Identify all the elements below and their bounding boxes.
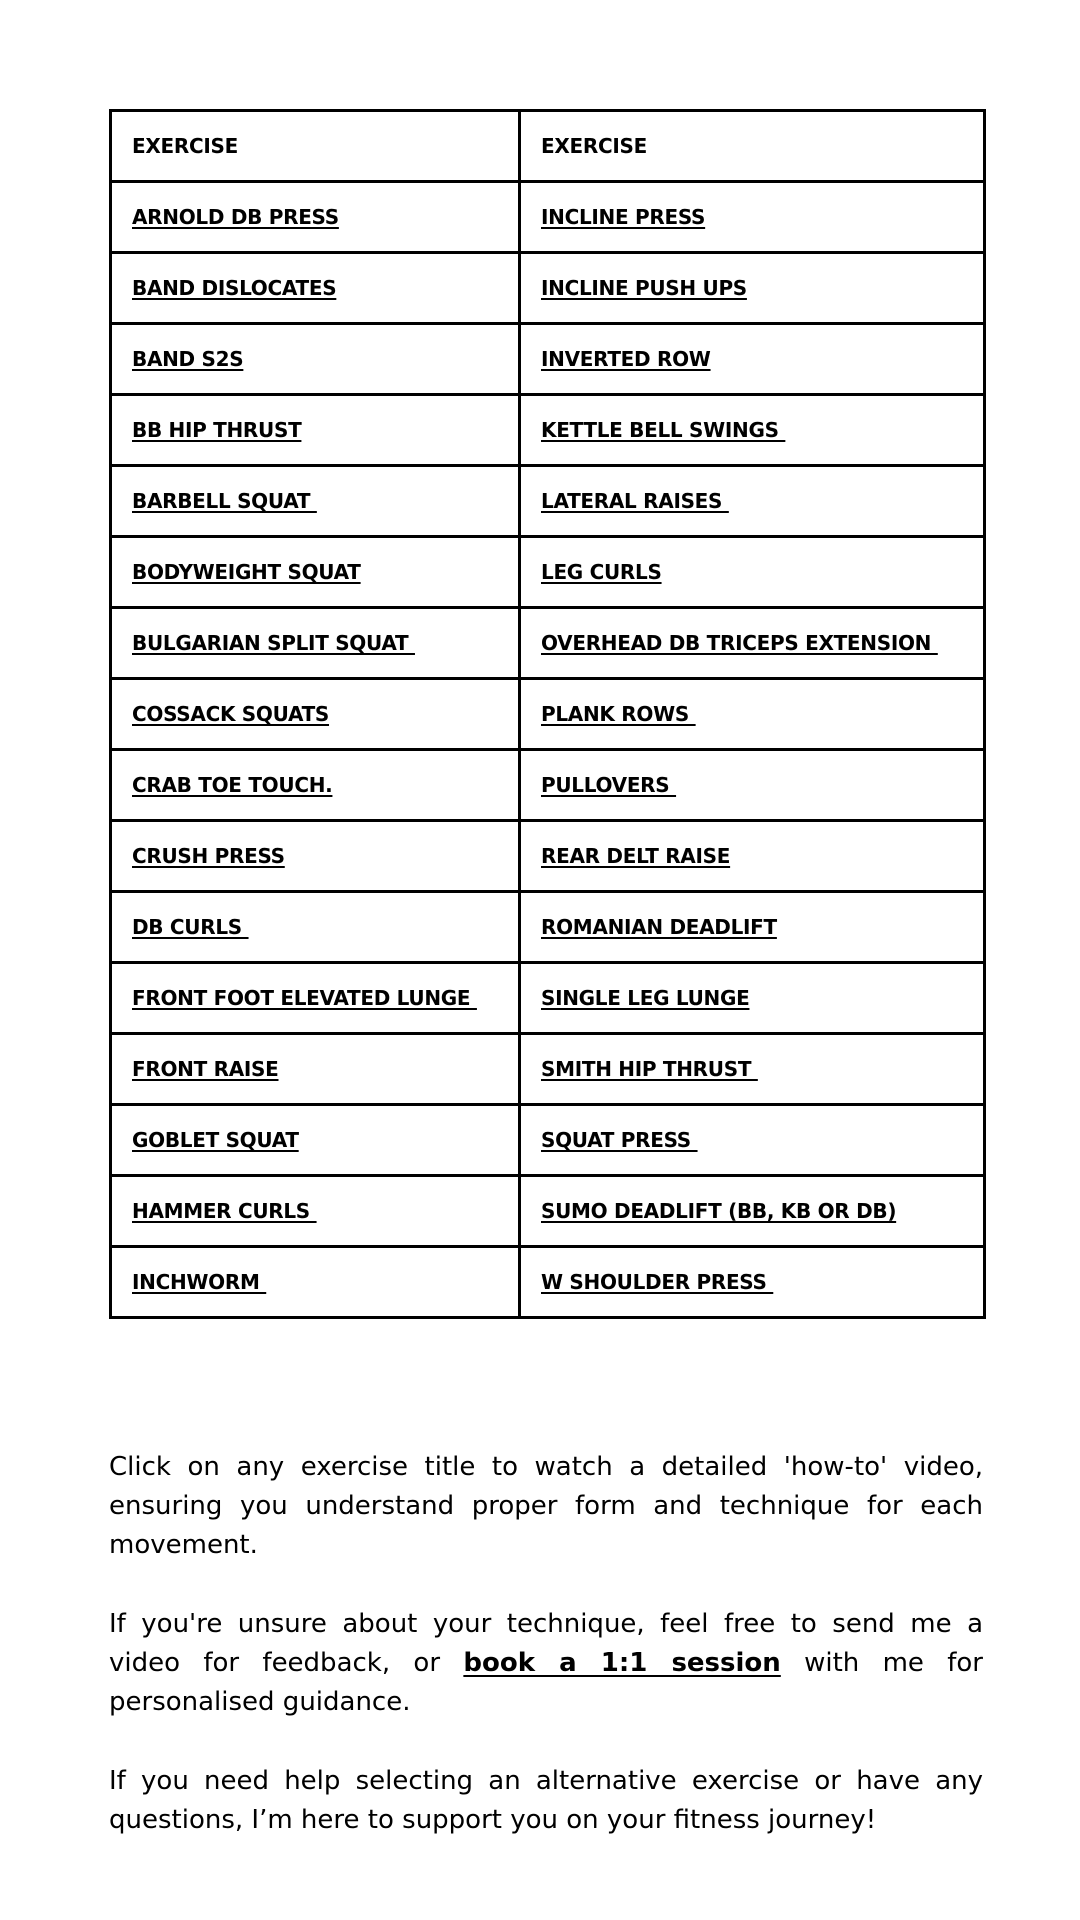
exercise-table (109, 109, 986, 1319)
exercise-link[interactable]: GOBLET SQUAT (132, 1128, 299, 1152)
exercise-link[interactable]: PLANK ROWS (541, 702, 696, 726)
exercise-link[interactable]: BULGARIAN SPLIT SQUAT (132, 631, 415, 655)
feedback-text-start: If you're unsure about your technique, feel free to send me a video for feedback, or (109, 1609, 983, 1678)
table-row (111, 679, 985, 750)
exercise-link[interactable]: KETTLE BELL SWINGS (541, 418, 786, 442)
table-row (111, 537, 985, 608)
exercise-cell-left (111, 1247, 520, 1318)
exercise-link[interactable]: CRAB TOE TOUCH. (132, 773, 333, 797)
exercise-link[interactable]: BARBELL SQUAT (132, 489, 317, 513)
exercise-link[interactable]: INVERTED ROW (541, 347, 711, 371)
exercise-link[interactable]: INCLINE PUSH UPS (541, 276, 747, 300)
exercise-cell-left (111, 892, 520, 963)
exercise-cell-left (111, 182, 520, 253)
feedback-text-end: with me for personalised guidance. (109, 1648, 983, 1717)
table-row (111, 1105, 985, 1176)
exercise-link[interactable]: LATERAL RAISES (541, 489, 729, 513)
table-row (111, 892, 985, 963)
exercise-link[interactable]: DB CURLS (132, 915, 249, 939)
exercise-cell-right (520, 750, 985, 821)
column-header-right: EXERCISE (520, 111, 985, 182)
table-row (111, 608, 985, 679)
exercise-cell-right (520, 679, 985, 750)
exercise-link[interactable]: FRONT FOOT ELEVATED LUNGE (132, 986, 477, 1010)
exercise-cell-right (520, 892, 985, 963)
exercise-cell-right (520, 608, 985, 679)
instruction-paragraph-feedback (109, 1605, 983, 1722)
exercise-link[interactable]: LEG CURLS (541, 560, 662, 584)
exercise-cell-left (111, 324, 520, 395)
exercise-cell-right (520, 253, 985, 324)
exercise-link[interactable]: SMITH HIP THRUST (541, 1057, 758, 1081)
exercise-link[interactable]: OVERHEAD DB TRICEPS EXTENSION (541, 631, 938, 655)
exercise-link[interactable]: BODYWEIGHT SQUAT (132, 560, 361, 584)
table-header-row (111, 111, 985, 182)
exercise-link[interactable]: SINGLE LEG LUNGE (541, 986, 750, 1010)
exercise-cell-right (520, 324, 985, 395)
exercise-cell-right (520, 395, 985, 466)
exercise-cell-left (111, 1105, 520, 1176)
instructions-text (109, 1448, 983, 1880)
exercise-cell-left (111, 466, 520, 537)
exercise-cell-left (111, 395, 520, 466)
exercise-cell-right (520, 537, 985, 608)
exercise-cell-right (520, 466, 985, 537)
exercise-cell-left (111, 821, 520, 892)
exercise-cell-left (111, 253, 520, 324)
instruction-paragraph-support: If you need help selecting an alternative exercise or have any questions, I’m here to support you on your fitness journey! (109, 1766, 983, 1835)
exercise-cell-left (111, 963, 520, 1034)
table-row (111, 466, 985, 537)
exercise-link[interactable]: CRUSH PRESS (132, 844, 285, 868)
exercise-cell-left (111, 1034, 520, 1105)
exercise-cell-right (520, 821, 985, 892)
exercise-link[interactable]: HAMMER CURLS (132, 1199, 317, 1223)
table-row (111, 750, 985, 821)
exercise-cell-right (520, 1105, 985, 1176)
exercise-link[interactable]: FRONT RAISE (132, 1057, 279, 1081)
exercise-cell-right (520, 1034, 985, 1105)
exercise-cell-right (520, 1247, 985, 1318)
exercise-link[interactable]: REAR DELT RAISE (541, 844, 731, 868)
table-row (111, 1034, 985, 1105)
exercise-link[interactable]: ROMANIAN DEADLIFT (541, 915, 777, 939)
exercise-link[interactable]: SUMO DEADLIFT (BB, KB OR DB) (541, 1199, 897, 1223)
exercise-cell-left (111, 537, 520, 608)
table-row (111, 1247, 985, 1318)
exercise-link[interactable]: INCLINE PRESS (541, 205, 706, 229)
exercise-cell-left (111, 750, 520, 821)
exercise-cell-left (111, 608, 520, 679)
table-row (111, 253, 985, 324)
exercise-link[interactable]: BAND S2S (132, 347, 244, 371)
exercise-link[interactable]: W SHOULDER PRESS (541, 1270, 774, 1294)
exercise-cell-left (111, 679, 520, 750)
table-row (111, 821, 985, 892)
exercise-link[interactable]: BAND DISLOCATES (132, 276, 337, 300)
exercise-cell-right (520, 182, 985, 253)
exercise-link[interactable]: BB HIP THRUST (132, 418, 302, 442)
book-session-link[interactable]: book a 1:1 session (463, 1648, 781, 1678)
exercise-link[interactable]: PULLOVERS (541, 773, 677, 797)
table-row (111, 395, 985, 466)
instruction-paragraph-video: Click on any exercise title to watch a detailed 'how-to' video, ensuring you understand proper form and technique for each movement. (109, 1452, 983, 1560)
table-row (111, 963, 985, 1034)
table-row (111, 324, 985, 395)
table-row (111, 182, 985, 253)
exercise-link[interactable]: SQUAT PRESS (541, 1128, 698, 1152)
exercise-link[interactable]: ARNOLD DB PRESS (132, 205, 339, 229)
exercise-link[interactable]: INCHWORM (132, 1270, 267, 1294)
exercise-cell-right (520, 1176, 985, 1247)
exercise-cell-left (111, 1176, 520, 1247)
exercise-cell-right (520, 963, 985, 1034)
exercise-link[interactable]: COSSACK SQUATS (132, 702, 330, 726)
table-row (111, 1176, 985, 1247)
exercise-table-body (111, 111, 985, 1318)
column-header-left: EXERCISE (111, 111, 520, 182)
